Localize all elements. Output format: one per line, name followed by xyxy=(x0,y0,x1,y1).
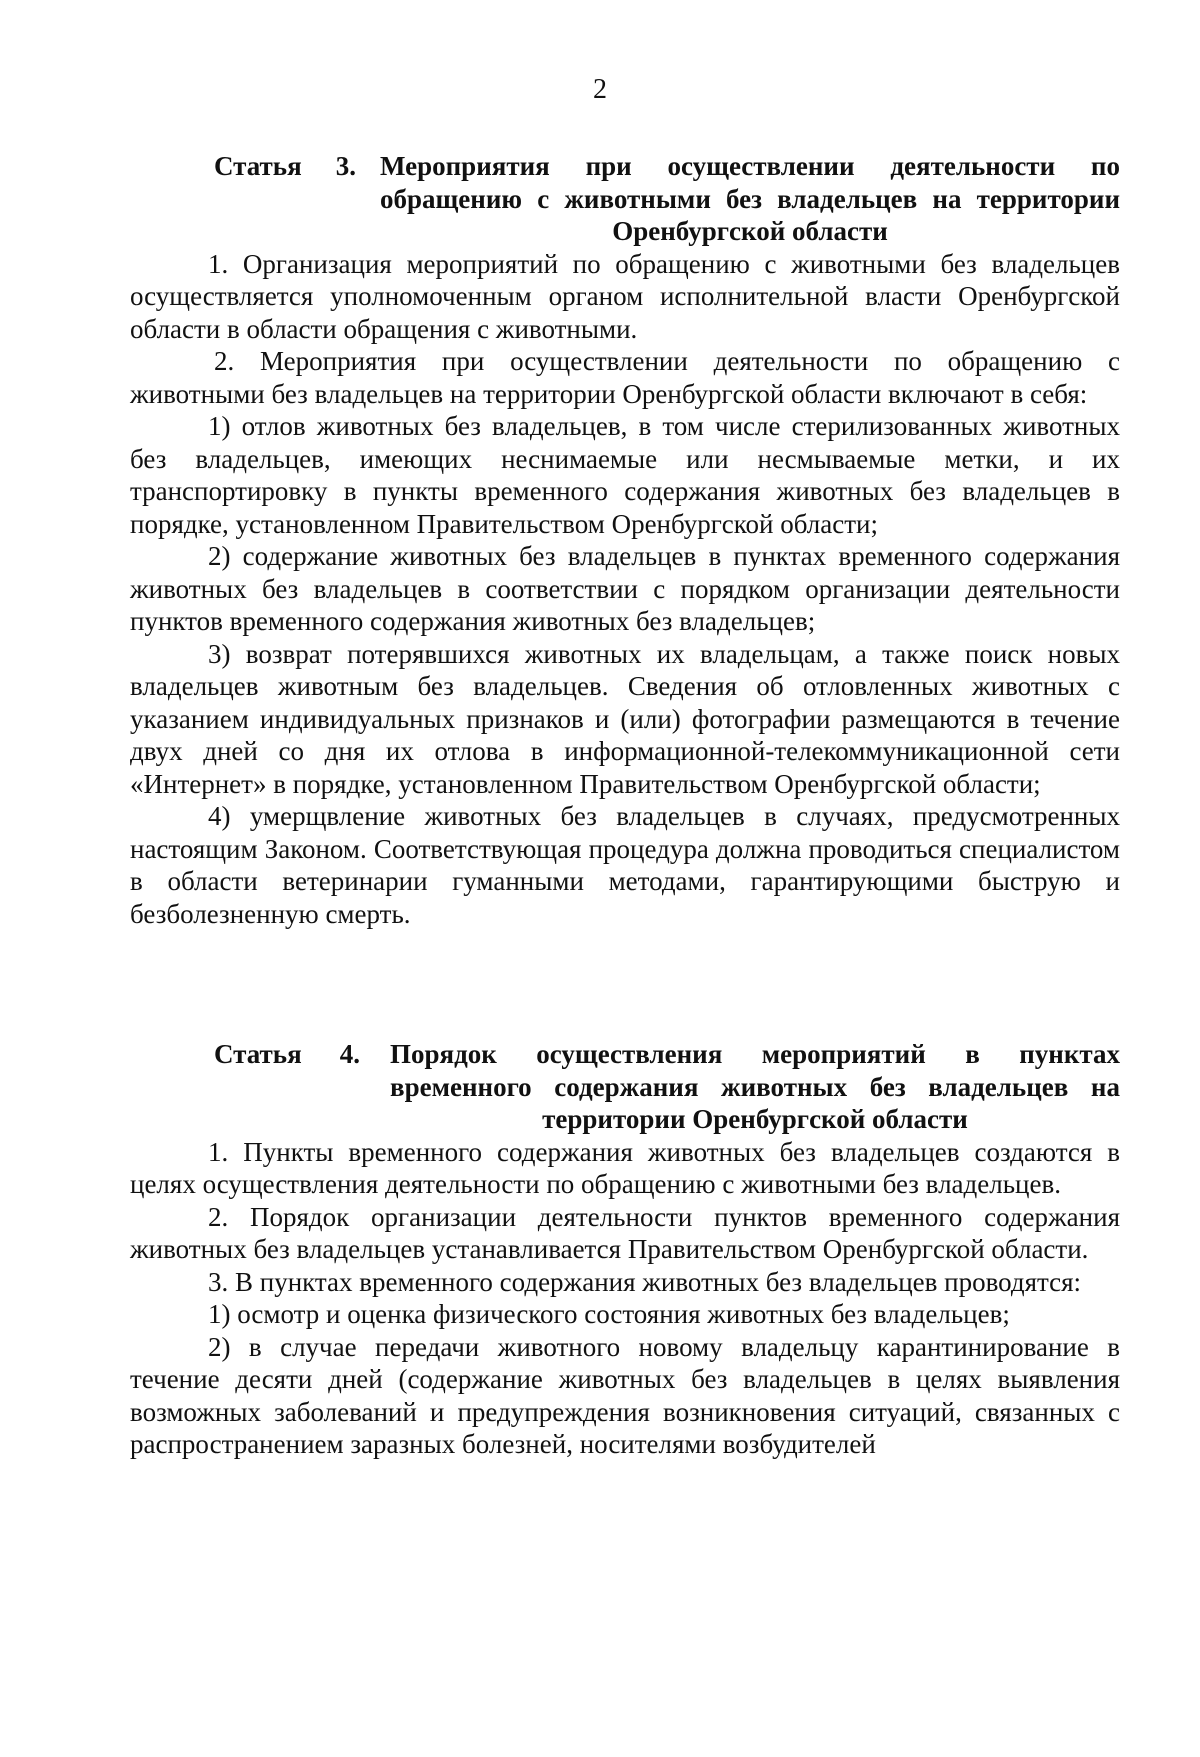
article-4-label xyxy=(130,1038,390,1136)
list-item: 3) возврат потерявшихся животных их владельцам, а также поиск новых владельцев животным без владельцев. Сведения об отловленных животных с указанием индивидуальных признаков и (или) фотографии размещаются в течение двух дней со дня их отлова в информационной-телекоммуникационной сети «Интернет» в порядке, установленном Правительством Оренбургской области; xyxy=(130,638,1120,799)
paragraph: 3. В пунктах временного содержания животных без владельцев проводятся: xyxy=(208,1266,1082,1297)
article-3-heading xyxy=(130,150,1120,248)
article-4-title: Порядок осуществления мероприятий в пунктах временного содержания животных без владельцев на территории Оренбургской области xyxy=(390,1039,1120,1134)
list-item: 2) в случае передачи животного новому владельцу карантинирование в течение десяти дней (содержание животных без владельцев в целях выявления возможных заболеваний и предупреждения возникновения ситуаций, связанных с распространением заразных болезней, носителями возбудителей xyxy=(130,1331,1120,1459)
article-3-label xyxy=(130,150,380,248)
list-item: 1) осмотр и оценка физического состояния животных без владельцев; xyxy=(208,1299,1010,1329)
article-3-title: Мероприятия при осуществлении деятельности по обращению с животными без владельцев на территории Оренбургской области xyxy=(380,151,1120,246)
paragraph: 2. Порядок организации деятельности пунктов временного содержания животных без владельцев устанавливается Правительством Оренбургской области. xyxy=(130,1201,1120,1264)
article-label-number: 4. xyxy=(339,1039,360,1069)
list-item: 4) умерщвление животных без владельцев в случаях, предусмотренных настоящим Законом. Соответствующая процедура должна проводиться специалистом в области ветеринарии гуманными методами, гарантирующими быструю и безболезненную смерть. xyxy=(130,801,1120,929)
article-3 xyxy=(130,150,1120,930)
paragraph: 1. Организация мероприятий по обращению с животными без владельцев осуществляется уполномоченным органом исполнительной власти Оренбургской области в области обращения с животными. xyxy=(130,248,1120,344)
article-label-word: Статья xyxy=(214,151,302,181)
paragraph: 1. Пункты временного содержания животных без владельцев создаются в целях осуществления деятельности по обращению с животными без владельцев. xyxy=(130,1136,1120,1199)
article-label-number: 3. xyxy=(335,151,356,181)
article-4 xyxy=(130,1038,1120,1461)
article-label-word: Статья xyxy=(214,1039,302,1069)
article-4-heading xyxy=(130,1038,1120,1136)
list-item: 1) отлов животных без владельцев, в том числе стерилизованных животных без владельцев, имеющих неснимаемые или несмываемые метки, и их транспортировку в пункты временного содержания животных без владельцев в порядке, установленном Правительством Оренбургской области; xyxy=(130,411,1120,539)
paragraph: 2. Мероприятия при осуществлении деятельности по обращению с животными без владельцев на территории Оренбургской области включают в себя: xyxy=(130,346,1120,409)
list-item: 2) содержание животных без владельцев в пунктах временного содержания животных без владельцев в соответствии с порядком организации деятельности пунктов временного содержания животных без владельцев; xyxy=(130,541,1120,636)
page-number: 2 xyxy=(593,74,607,105)
